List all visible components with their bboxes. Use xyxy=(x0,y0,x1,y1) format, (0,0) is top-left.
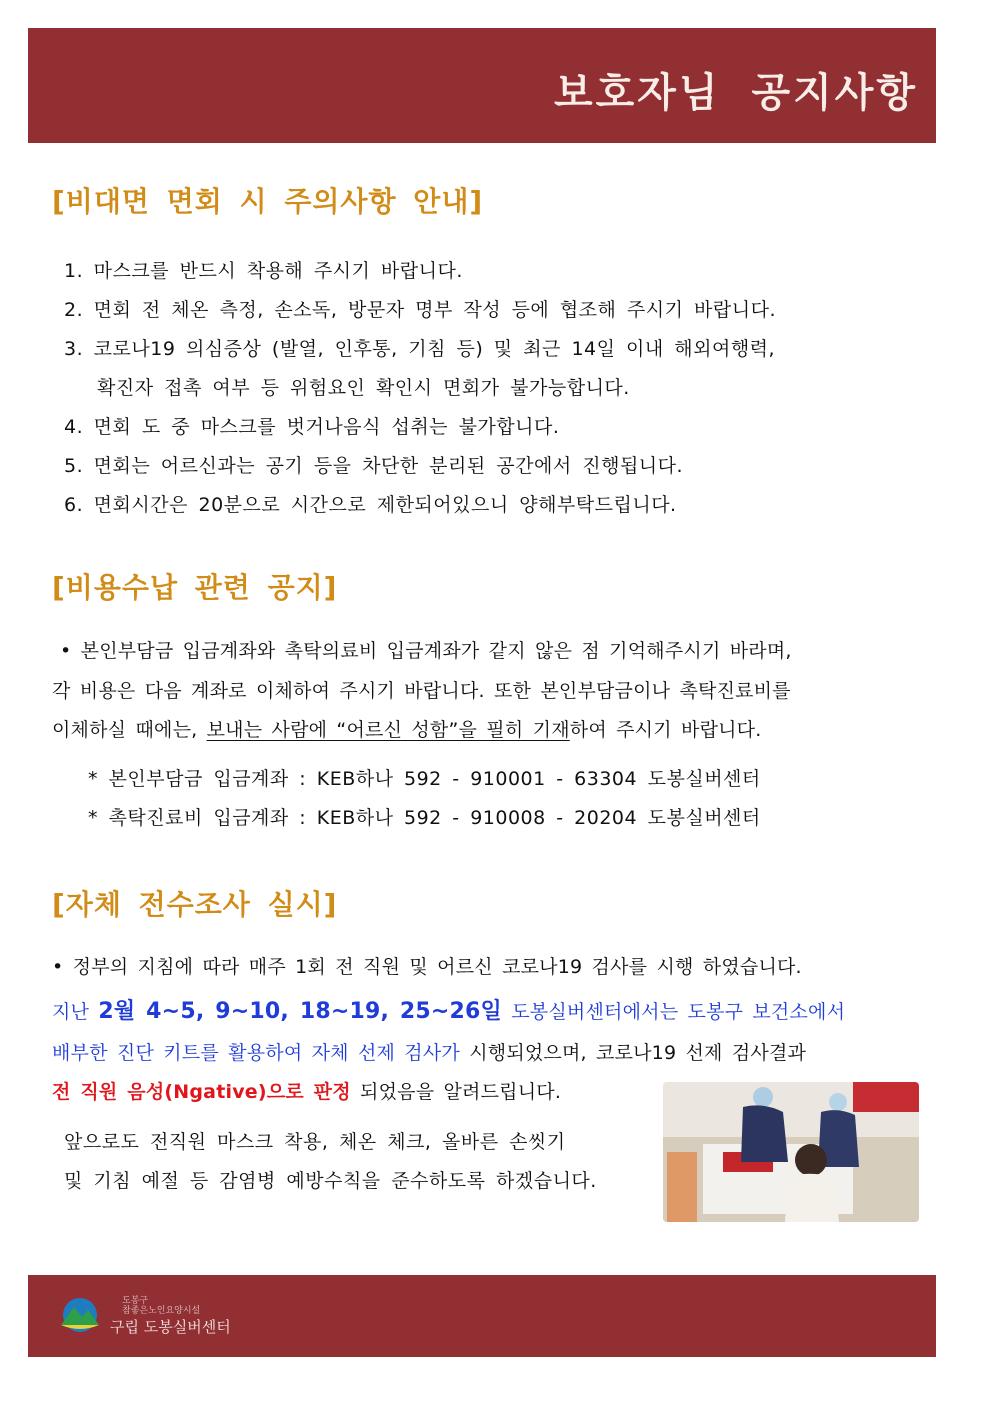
footer-center-name: 구립 도봉실버센터 xyxy=(110,1318,231,1336)
testing-paragraph-line xyxy=(52,994,845,1025)
closing-line: 및 기침 예절 등 감염병 예방수칙을 준수하도록 하겠습니다. xyxy=(64,1170,597,1192)
testing-text: 시행되었으며, 코로나19 선제 검사결과 xyxy=(459,1042,807,1064)
payment-paragraph-line: 각 비용은 다음 계좌로 이체하여 주시기 바랍니다. 또한 본인부담금이나 촉탁진료비를 xyxy=(52,680,791,702)
closing-line: 앞으로도 전직원 마스크 착용, 체온 체크, 올바른 손씻기 xyxy=(64,1131,566,1153)
account-line: * 촉탁진료비 입금계좌 : KEB하나 592 - 910008 - 20204 도봉실버센터 xyxy=(88,807,761,829)
payment-underlined-text: 보내는 사람에 “어르신 성함”을 필히 기재 xyxy=(206,719,570,741)
payment-paragraph-line: • 본인부담금 입금계좌와 촉탁의료비 입금계좌가 같지 않은 점 기억해주시기 바라며, xyxy=(60,640,792,662)
list-item: 4. 면회 도 중 마스크를 벗거나음식 섭취는 불가합니다. xyxy=(64,416,560,438)
list-item: 5. 면회는 어르신과는 공기 등을 차단한 분리된 공간에서 진행됩니다. xyxy=(64,455,684,477)
testing-dates: 2월 4~5, 9~10, 18~19, 25~26일 xyxy=(98,999,503,1024)
testing-photo-illustration xyxy=(663,1082,919,1222)
testing-photo xyxy=(663,1082,919,1222)
list-item: 3. 코로나19 의심증상 (발열, 인후통, 기침 등) 및 최근 14일 이내 해외여행력, xyxy=(64,338,776,360)
payment-text: 하여 주시기 바랍니다. xyxy=(569,719,762,741)
payment-paragraph-line xyxy=(52,715,761,742)
footer-small-line: 도봉구 xyxy=(122,1296,149,1306)
list-item: 2. 면회 전 체온 측정, 손소독, 방문자 명부 작성 등에 협조해 주시기 바랍니다. xyxy=(64,299,776,321)
testing-text: 되었음을 알려드립니다. xyxy=(350,1081,562,1103)
testing-paragraph-line: • 정부의 지침에 따라 매주 1회 전 직원 및 어르신 코로나19 검사를 시행 하였습니다. xyxy=(52,956,802,978)
payment-text: 이체하실 때에는, xyxy=(52,719,207,741)
section-heading-payment: [비용수납 관련 공지] xyxy=(52,571,338,604)
section-heading-self-testing: [자체 전수조사 실시] xyxy=(52,888,338,921)
page-title: 보호자님 공지사항 xyxy=(553,70,918,116)
testing-blue-text: 지난 xyxy=(52,1001,99,1023)
testing-blue-text: 배부한 진단 키트를 활용하여 자체 선제 검사가 xyxy=(52,1042,460,1064)
footer-small-line: 참좋은노인요양시설 xyxy=(122,1306,201,1316)
header-band xyxy=(28,28,936,143)
section-heading-visit-precautions: [비대면 면회 시 주의사항 안내] xyxy=(52,185,484,218)
testing-paragraph-line xyxy=(52,1038,806,1065)
list-item: 6. 면회시간은 20분으로 시간으로 제한되어있으니 양해부탁드립니다. xyxy=(64,494,677,516)
center-logo-icon xyxy=(58,1297,102,1337)
list-item-continuation: 확진자 접촉 여부 등 위험요인 확인시 면회가 불가능합니다. xyxy=(97,377,630,399)
account-line: * 본인부담금 입금계좌 : KEB하나 592 - 910001 - 63304 도봉실버센터 xyxy=(88,768,761,790)
list-item: 1. 마스크를 반드시 착용해 주시기 바랍니다. xyxy=(64,260,463,282)
testing-paragraph-line xyxy=(52,1077,561,1104)
testing-result-red: 전 직원 음성(Ngative)으로 판정 xyxy=(52,1081,351,1103)
testing-blue-text: 도봉실버센터에서는 도봉구 보건소에서 xyxy=(502,1001,846,1023)
footer-small-text xyxy=(122,1296,200,1316)
